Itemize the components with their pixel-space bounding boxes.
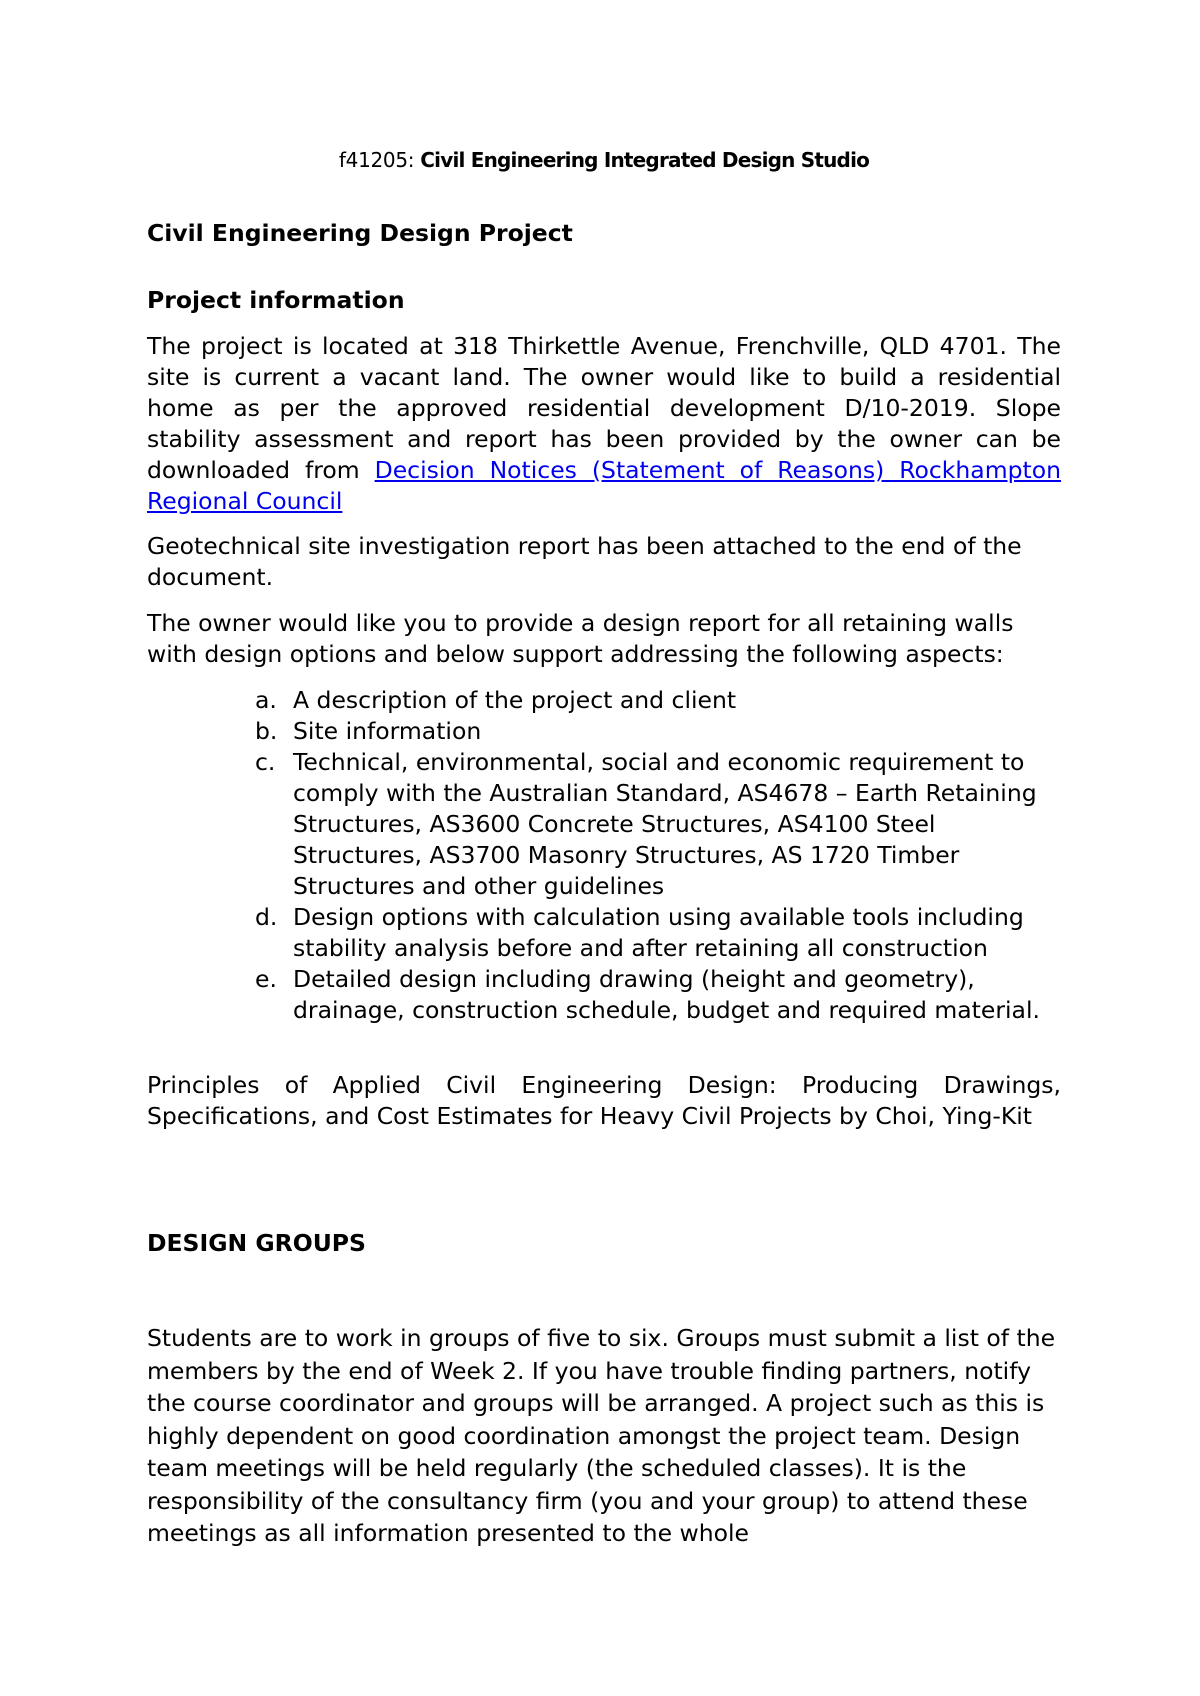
- list-marker: a.: [255, 686, 277, 714]
- course-name: Civil Engineering Integrated Design Studio: [420, 148, 870, 172]
- list-marker: c.: [255, 748, 276, 776]
- project-info-heading: Project information: [147, 286, 405, 314]
- intro-text: The project is located at 318 Thirkettle Avenue, Frenchville, QLD 4701. The site is current a vacant land. The owner would like to build a residential home as per the approved residential development D/10-2019. Slope stability assessment and report has been provided by the owner can be downloaded from: [147, 332, 1061, 484]
- geotech-paragraph: Geotechnical site investigation report has been attached to the end of the document.: [147, 532, 1022, 591]
- owner-paragraph: The owner would like you to provide a design report for all retaining walls with design options and below support addressing the following aspects:: [147, 609, 1014, 668]
- groups-paragraph: Students are to work in groups of five to six. Groups must submit a list of the members by the end of Week 2. If you have trouble finding partners, notify the course coordinator and groups will be arranged. A project such as this is highly dependent on good coordination amongst the project team. Design team meetings will be held regularly (the scheduled classes). It is the responsibility of the consultancy firm (you and your group) to attend these meetings as all information presented to the whole: [147, 1324, 1056, 1547]
- list-marker: d.: [255, 903, 278, 931]
- list-item-text: Design options with calculation using available tools including stability analysis before and after retaining all construction: [293, 903, 1024, 962]
- intro-paragraph: [147, 331, 1061, 517]
- list-item-text: Technical, environmental, social and economic requirement to comply with the Australian Standard, AS4678 – Earth Retaining Structures, AS3600 Concrete Structures, AS4100 Steel Structures, AS3700 Masonry Structures, AS 1720 Timber Structures and other guidelines: [293, 748, 1037, 900]
- list-item: [147, 747, 1063, 902]
- list-marker: b.: [255, 717, 278, 745]
- document-title: Civil Engineering Design Project: [147, 219, 573, 247]
- list-item: [147, 964, 1063, 1026]
- list-item-text: Site information: [293, 717, 482, 745]
- list-item-text: Detailed design including drawing (height and geometry), drainage, construction schedule, budget and required material.: [293, 965, 1040, 1024]
- course-code: f41205:: [338, 148, 415, 172]
- aspects-list: [147, 685, 1061, 1026]
- list-item: [147, 902, 1063, 964]
- course-header: [147, 147, 1061, 173]
- decision-notices-link[interactable]: Decision Notices (Statement of Reasons) Rockhampton Regional Council: [147, 456, 1061, 515]
- design-groups-heading: DESIGN GROUPS: [147, 1229, 366, 1257]
- list-item-text: A description of the project and client: [293, 686, 737, 714]
- reference-paragraph: Principles of Applied Civil Engineering Design: Producing Drawings, Specifications, and Cost Estimates for Heavy Civil Projects by Choi, Ying-Kit: [147, 1071, 1061, 1130]
- list-item: [147, 685, 1063, 716]
- list-item: [147, 716, 1063, 747]
- list-marker: e.: [255, 965, 277, 993]
